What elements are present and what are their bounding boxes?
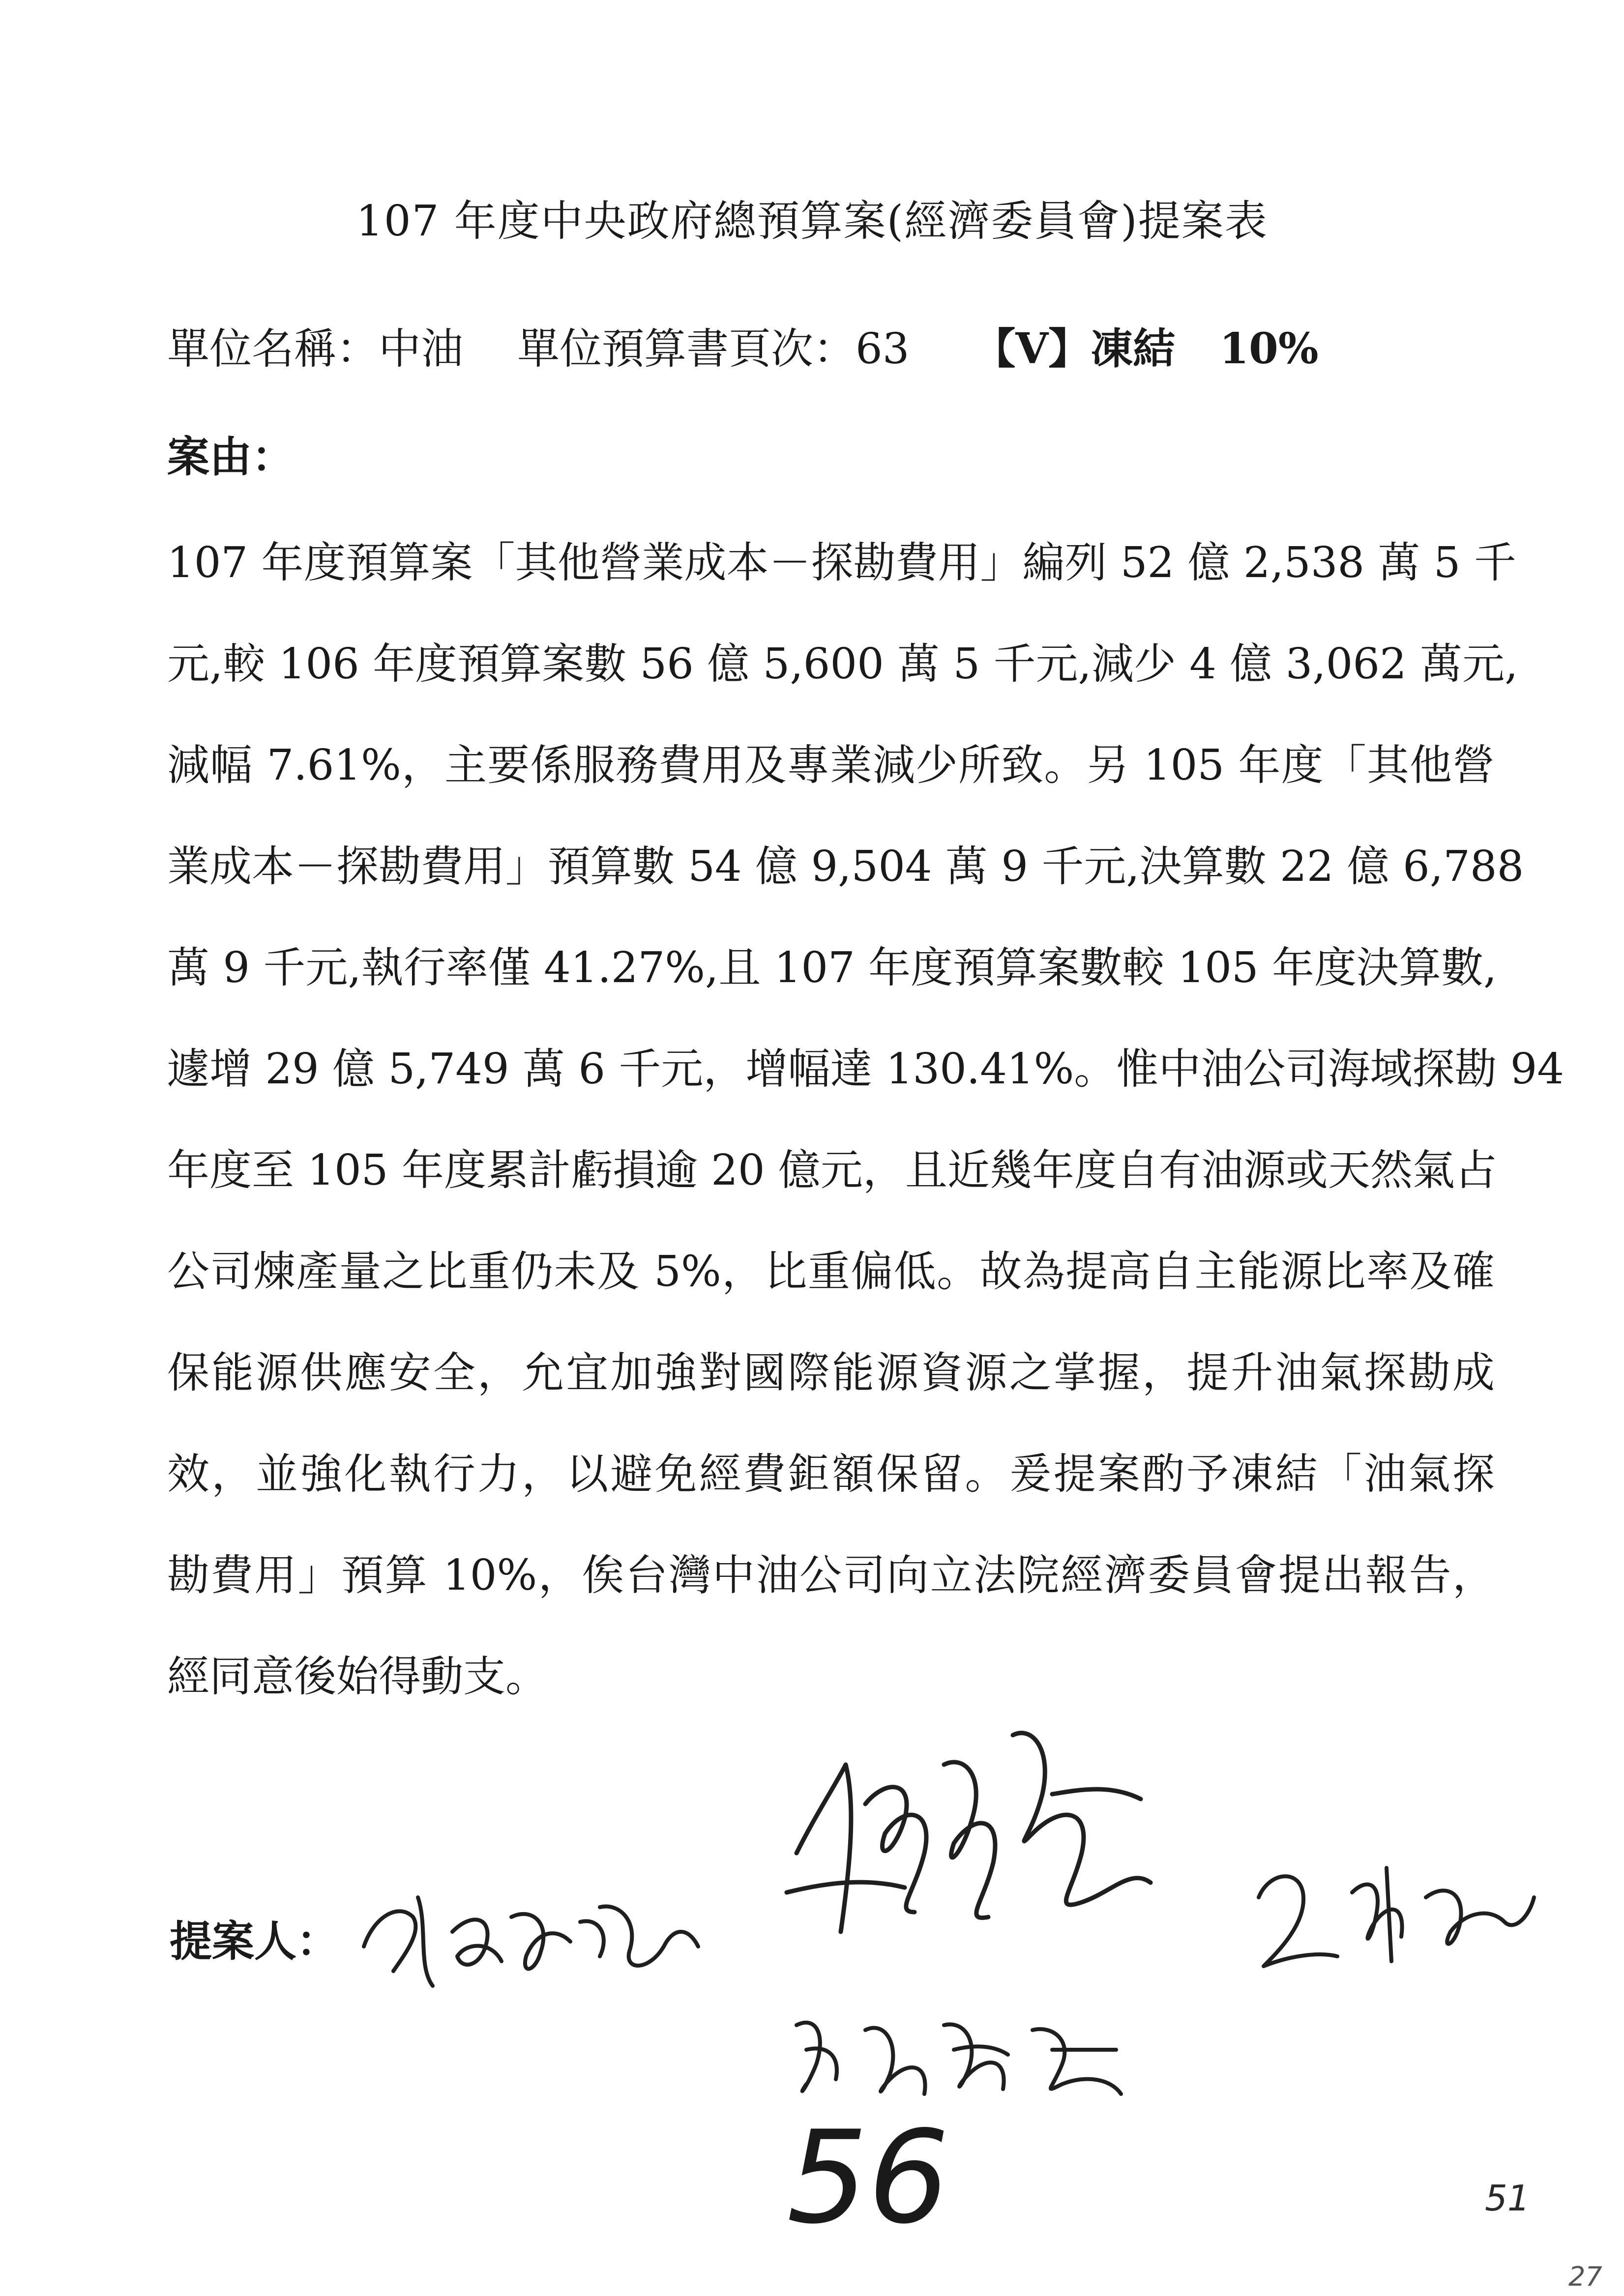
signature-3 [777,1996,1131,2114]
body-line: 元,較 106 年度預算案數 56 億 5,600 萬 5 千元,減少 4 億 3,062 萬元, [167,639,1518,689]
body-line: 萬 9 千元,執行率僅 41.27%,且 107 年度預算案數較 105 年度決算數, [167,943,1497,992]
body-line: 保能源供應安全，允宜加強對國際能源資源之掌握，提升油氣探勘成 [167,1348,1495,1397]
body-line: 年度至 105 年度累計虧損逾 20 億元，且近幾年度自有油源或天然氣占 [167,1146,1497,1195]
reason-body [167,538,1565,1753]
budget-page-ref: 單位預算書頁次：63 [517,324,910,374]
reason-label: 案由： [167,432,294,482]
body-line: 遽增 29 億 5,749 萬 6 千元，增幅達 130.41%。惟中油公司海域探勘 94 [167,1045,1565,1094]
page-number: 51 [1485,2178,1530,2219]
signature-4 [1239,1838,1554,1986]
body-line: 勘費用」預算 10%，俟台灣中油公司向立法院經濟委員會提出報告， [167,1551,1495,1600]
body-line: 減幅 7.61%，主要係服務費用及專業減少所致。另 105 年度「其他營 [167,741,1495,790]
body-line: 公司煉產量之比重仍未及 5%，比重偏低。故為提高自主能源比率及確 [167,1247,1495,1296]
body-line: 業成本－探勘費用」預算數 54 億 9,504 萬 9 千元,決算數 22 億 6,788 [167,842,1524,891]
handwritten-number: 56 [787,2104,949,2252]
corner-mark: 27 [1568,2261,1602,2292]
freeze-percent: 10% [1219,324,1319,374]
page-title: 107 年度中央政府總預算案(經濟委員會)提案表 [356,197,1268,246]
freeze-checkbox-label: 【V】凍結 [973,324,1176,374]
body-line: 107 年度預算案「其他營業成本－探勘費用」編列 52 億 2,538 萬 5 千 [167,538,1516,587]
proposer-label: 提案人： [170,1917,339,1966]
unit-info-line [167,315,1319,376]
unit-name: 單位名稱：中油 [167,324,463,374]
signature-2 [757,1706,1200,2001]
body-line: 效，並強化執行力，以避免經費鉅額保留。爰提案酌予凍結「油氣探 [167,1450,1495,1499]
body-line: 經同意後始得動支。 [167,1652,548,1701]
signature-1 [344,1858,718,2005]
